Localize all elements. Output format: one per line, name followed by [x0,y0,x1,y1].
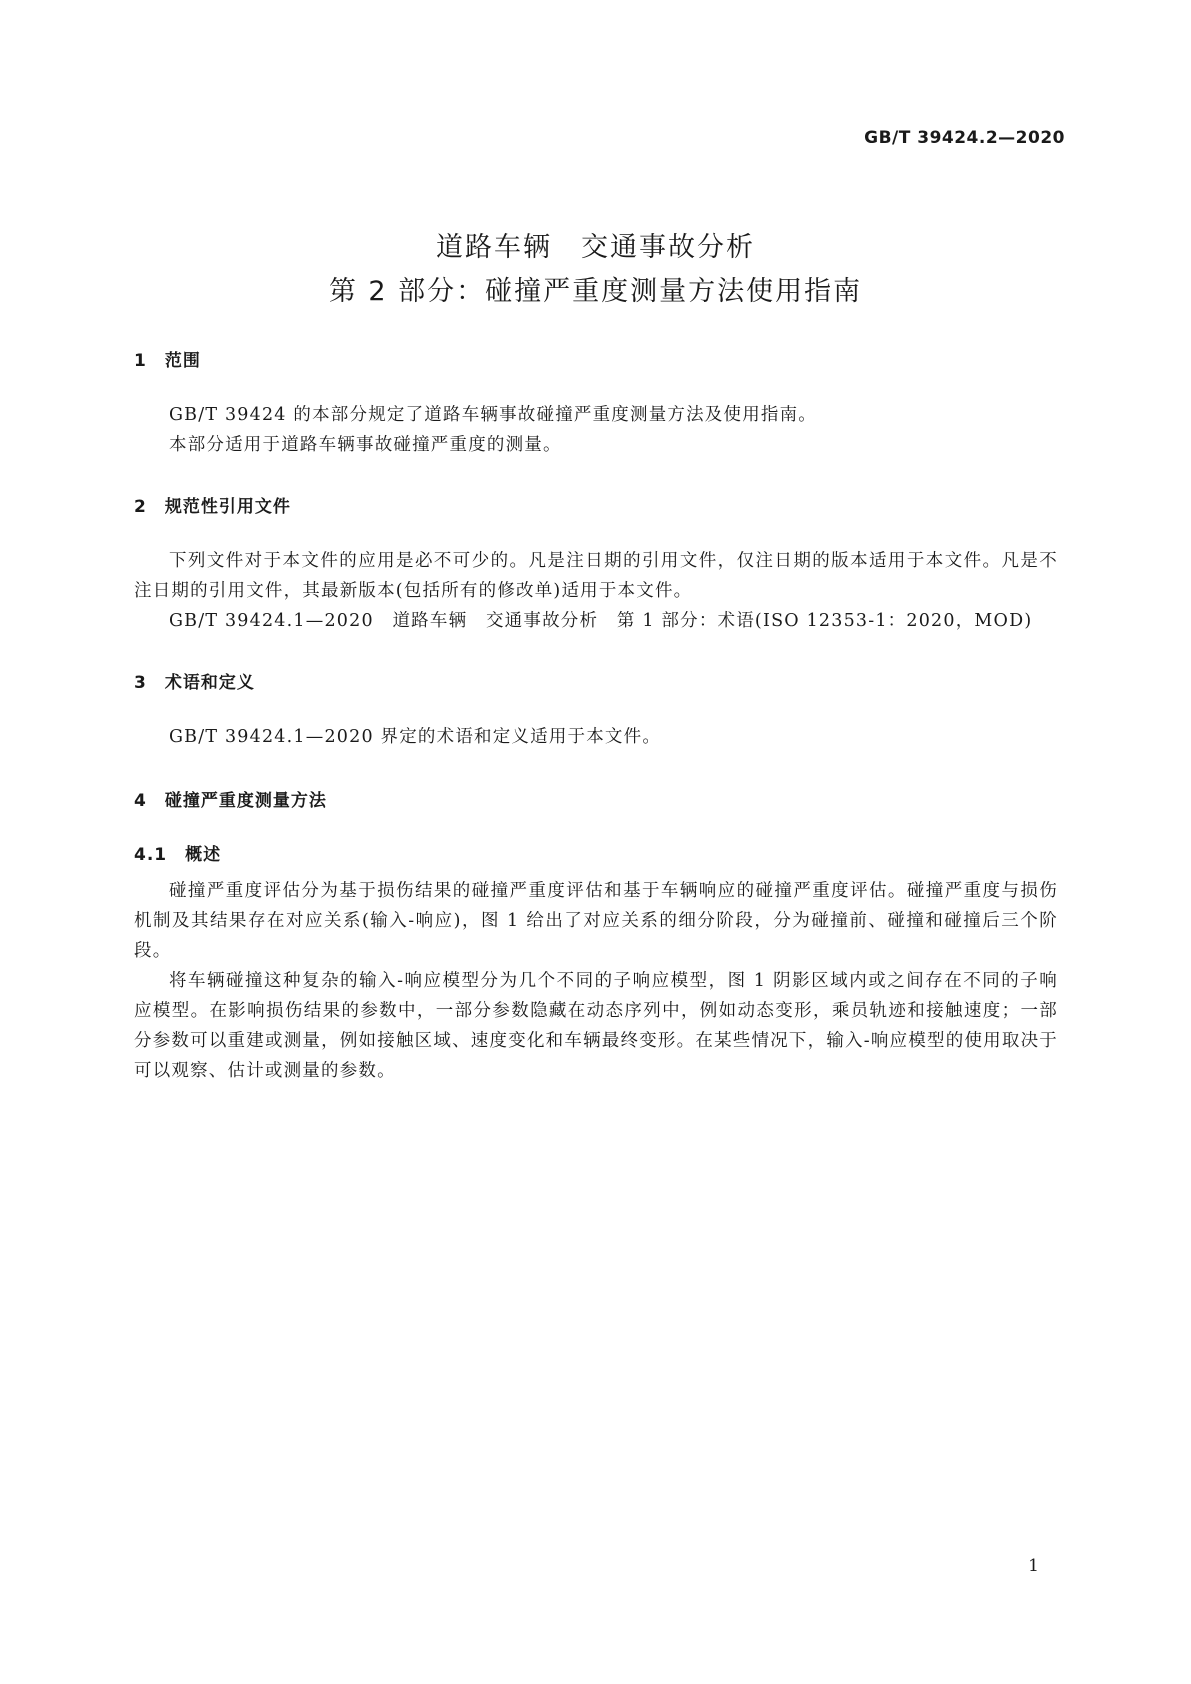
section-heading-measurement-methods: 4 碰撞严重度测量方法 [134,791,327,811]
overview-paragraph-2: 将车辆碰撞这种复杂的输入-响应模型分为几个不同的子响应模型，图 1 阴影区域内或之间存在不同的子响应模型。在影响损伤结果的参数中，一部分参数隐藏在动态序列中，例如动态变形，乘员轨迹和接触速度；一部分参数可以重建或测量，例如接触区域、速度变化和车辆最终变形。在某些情况下，输入-响应模型的使用取决于可以观察、估计或测量的参数。 [134,971,1058,1081]
terms-paragraph-1: GB/T 39424.1—2020 界定的术语和定义适用于本文件。 [169,727,662,747]
section-heading-terms-definitions: 3 术语和定义 [134,673,255,693]
document-title [0,226,1191,314]
title-line-1: 道路车辆 交通事故分析 [436,232,755,263]
references-paragraph-2: GB/T 39424.1—2020 道路车辆 交通事故分析 第 1 部分：术语(ISO 12353-1：2020，MOD) [169,611,1033,631]
section-heading-normative-references: 2 规范性引用文件 [134,497,291,517]
references-paragraph-1: 下列文件对于本文件的应用是必不可少的。凡是注日期的引用文件，仅注日期的版本适用于本文件。凡是不注日期的引用文件，其最新版本(包括所有的修改单)适用于本文件。 [134,551,1058,601]
section-heading-scope: 1 范围 [134,351,201,371]
overview-paragraph-1: 碰撞严重度评估分为基于损伤结果的碰撞严重度评估和基于车辆响应的碰撞严重度评估。碰撞严重度与损伤机制及其结果存在对应关系(输入-响应)，图 1 给出了对应关系的细分阶段，分为碰撞前、碰撞和碰撞后三个阶段。 [134,881,1058,961]
subsection-heading-overview: 4.1 概述 [134,845,222,865]
document-code: GB/T 39424.2—2020 [864,128,1065,148]
page-number: 1 [1028,1556,1039,1576]
title-line-2: 第 2 部分：碰撞严重度测量方法使用指南 [328,276,863,307]
scope-paragraph-2: 本部分适用于道路车辆事故碰撞严重度的测量。 [169,435,562,455]
scope-paragraph-1: GB/T 39424 的本部分规定了道路车辆事故碰撞严重度测量方法及使用指南。 [169,405,818,425]
